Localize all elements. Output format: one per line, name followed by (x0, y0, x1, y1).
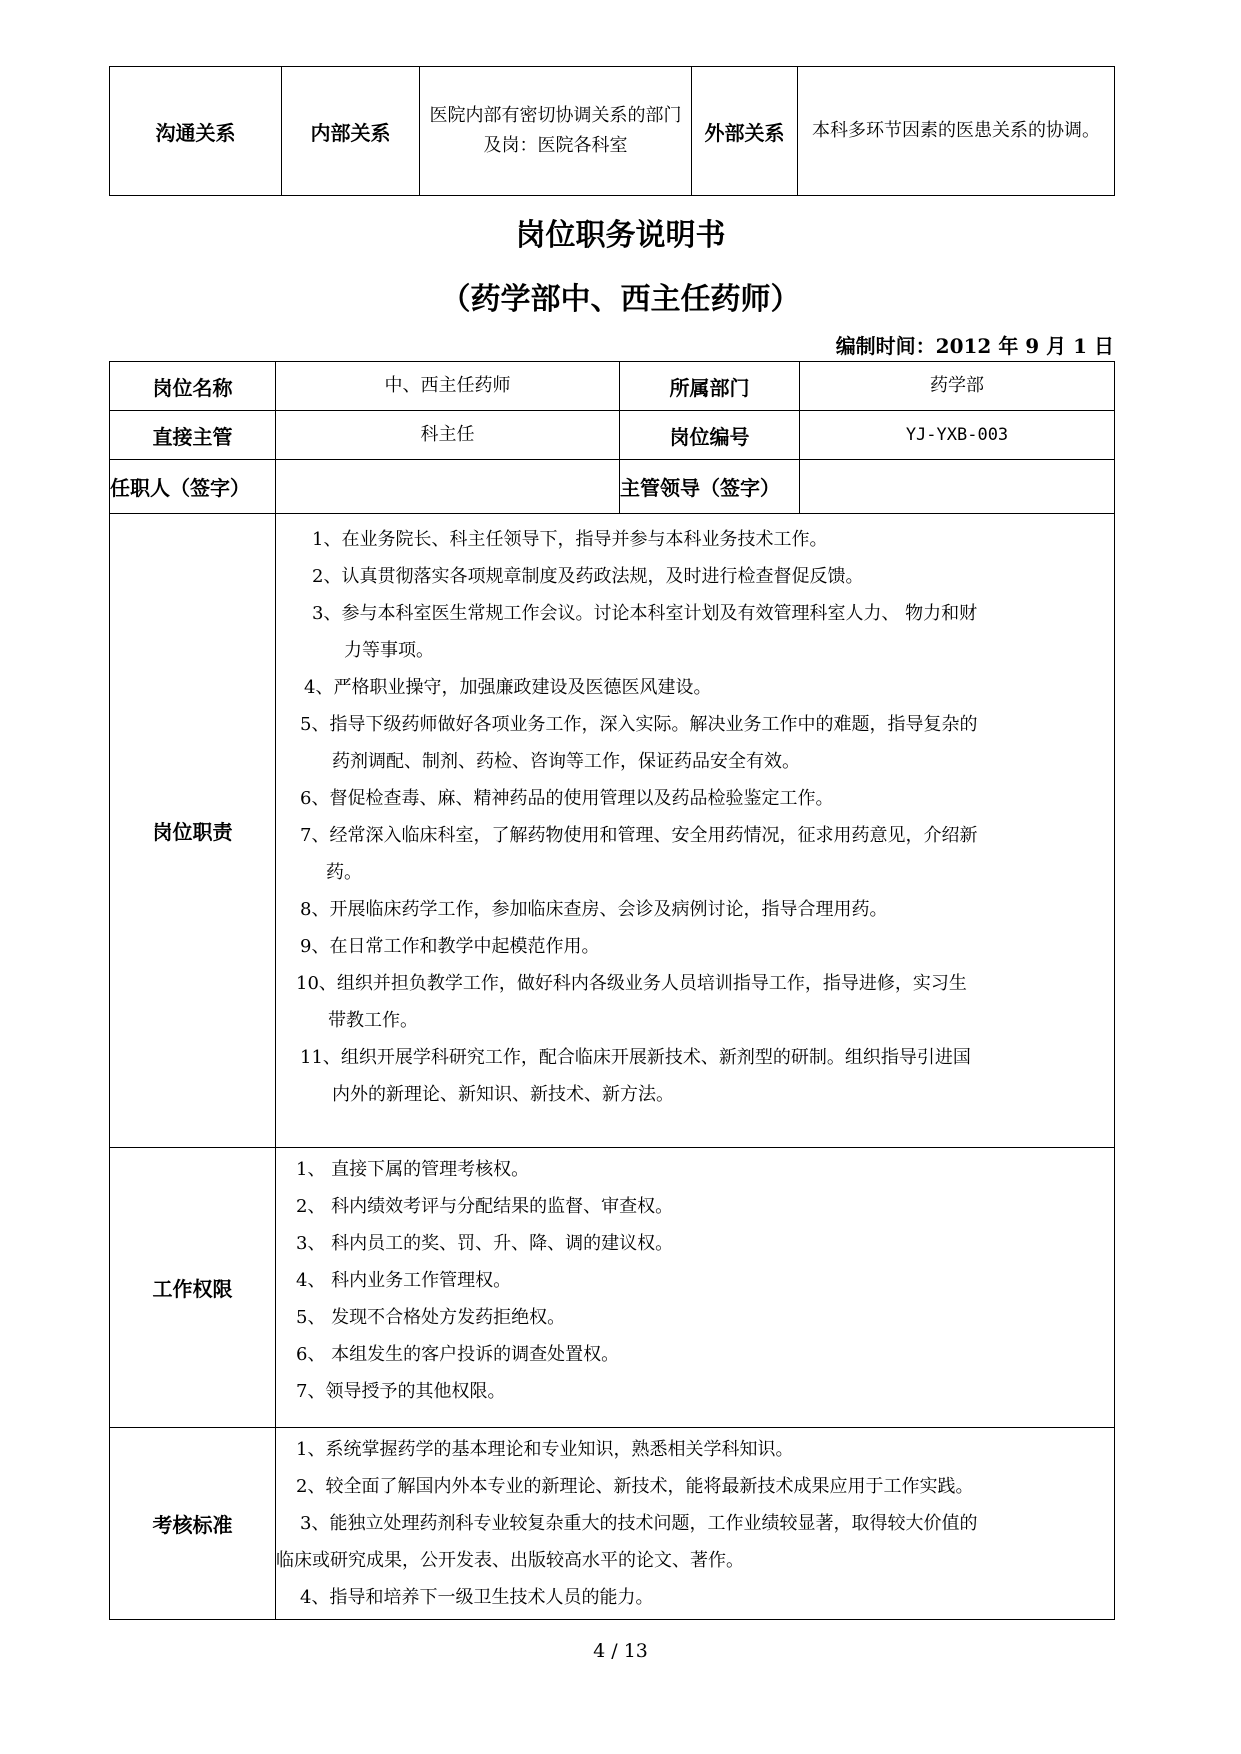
duty-item: 10、组织并担负教学工作，做好科内各级业务人员培训指导工作，指导进修，实习生 (296, 973, 967, 994)
duty-item: 8、开展临床药学工作，参加临床查房、会诊及病例讨论，指导合理用药。 (300, 899, 888, 920)
duty-item-continued: 药剂调配、制剂、药检、咨询等工作，保证药品安全有效。 (332, 751, 800, 772)
page-number: 4 / 13 (593, 1640, 648, 1662)
duty-item-continued: 药。 (326, 862, 362, 883)
duty-item: 3、参与本科室医生常规工作会议。讨论本科室计划及有效管理科室人力、 物力和财 (312, 603, 978, 624)
duty-item: 7、经常深入临床科室，了解药物使用和管理、安全用药情况，征求用药意见，介绍新 (300, 825, 978, 846)
post-name-value: 中、西主任药师 (276, 362, 620, 411)
holder-signature-label: 任职人（签字） (110, 460, 276, 514)
duty-item: 9、在日常工作和教学中起模范作用。 (300, 936, 600, 957)
holder-signature-field[interactable] (276, 460, 620, 514)
duty-item: 1、在业务院长、科主任领导下，指导并参与本科业务技术工作。 (312, 529, 828, 550)
duties-list (276, 514, 1115, 1148)
authority-list (276, 1148, 1115, 1428)
duty-item-continued: 内外的新理论、新知识、新技术、新方法。 (332, 1084, 674, 1105)
post-name-label: 岗位名称 (110, 362, 276, 411)
duty-item: 6、督促检查毒、麻、精神药品的使用管理以及药品检验鉴定工作。 (300, 788, 834, 809)
internal-relation-value: 医院内部有密切协调关系的部门及岗：医院各科室 (420, 67, 692, 196)
authority-item: 7、领导授予的其他权限。 (296, 1381, 506, 1402)
duty-item: 2、认真贯彻落实各项规章制度及药政法规，及时进行检查督促反馈。 (312, 566, 864, 587)
authority-item: 3、 科内员工的奖、罚、升、降、调的建议权。 (296, 1233, 674, 1254)
criteria-label: 考核标准 (110, 1428, 276, 1620)
criteria-item: 3、能独立处理药剂科专业较复杂重大的技术问题，工作业绩较显著，取得较大价值的 (300, 1513, 978, 1534)
criteria-list (276, 1428, 1115, 1620)
duty-item-continued: 带教工作。 (328, 1010, 418, 1031)
communication-table (109, 66, 1115, 196)
internal-relation-label: 内部关系 (282, 67, 420, 196)
department-label: 所属部门 (620, 362, 800, 411)
duties-label: 岗位职责 (110, 514, 276, 1148)
post-number-value: YJ-YXB-003 (800, 411, 1115, 460)
authority-item: 2、 科内绩效考评与分配结果的监督、审查权。 (296, 1196, 674, 1217)
duty-item: 11、组织开展学科研究工作，配合临床开展新技术、新剂型的研制。组织指导引进国 (300, 1047, 971, 1068)
authority-item: 6、 本组发生的客户投诉的调查处置权。 (296, 1344, 620, 1365)
supervisor-label: 直接主管 (110, 411, 276, 460)
criteria-item: 4、指导和培养下一级卫生技术人员的能力。 (300, 1587, 654, 1608)
compile-date: 编制时间：2012 年 9 月 1 日 (835, 334, 1114, 358)
duty-item-continued: 力等事项。 (344, 640, 434, 661)
criteria-item-continued: 临床或研究成果，公开发表、出版较高水平的论文、著作。 (276, 1550, 744, 1571)
authority-label: 工作权限 (110, 1148, 276, 1428)
authority-item: 4、 科内业务工作管理权。 (296, 1270, 512, 1291)
duty-item: 4、严格职业操守，加强廉政建设及医德医风建设。 (304, 677, 712, 698)
duty-item: 5、指导下级药师做好各项业务工作，深入实际。解决业务工作中的难题，指导复杂的 (300, 714, 978, 735)
document-subtitle: （药学部中、西主任药师） (440, 282, 801, 317)
document-title: 岗位职务说明书 (515, 218, 726, 253)
authority-item: 1、 直接下属的管理考核权。 (296, 1159, 530, 1180)
communication-label: 沟通关系 (110, 67, 282, 196)
criteria-item: 1、系统掌握药学的基本理论和专业知识，熟悉相关学科知识。 (296, 1439, 794, 1460)
authority-item: 5、 发现不合格处方发药拒绝权。 (296, 1307, 566, 1328)
post-number-label: 岗位编号 (620, 411, 800, 460)
department-value: 药学部 (800, 362, 1115, 411)
external-relation-value: 本科多环节因素的医患关系的协调。 (798, 67, 1115, 196)
supervisor-value: 科主任 (276, 411, 620, 460)
leader-signature-label: 主管领导（签字） (620, 460, 800, 514)
leader-signature-field[interactable] (800, 460, 1115, 514)
job-description-table (109, 361, 1115, 1620)
external-relation-label: 外部关系 (692, 67, 798, 196)
criteria-item: 2、较全面了解国内外本专业的新理论、新技术，能将最新技术成果应用于工作实践。 (296, 1476, 974, 1497)
